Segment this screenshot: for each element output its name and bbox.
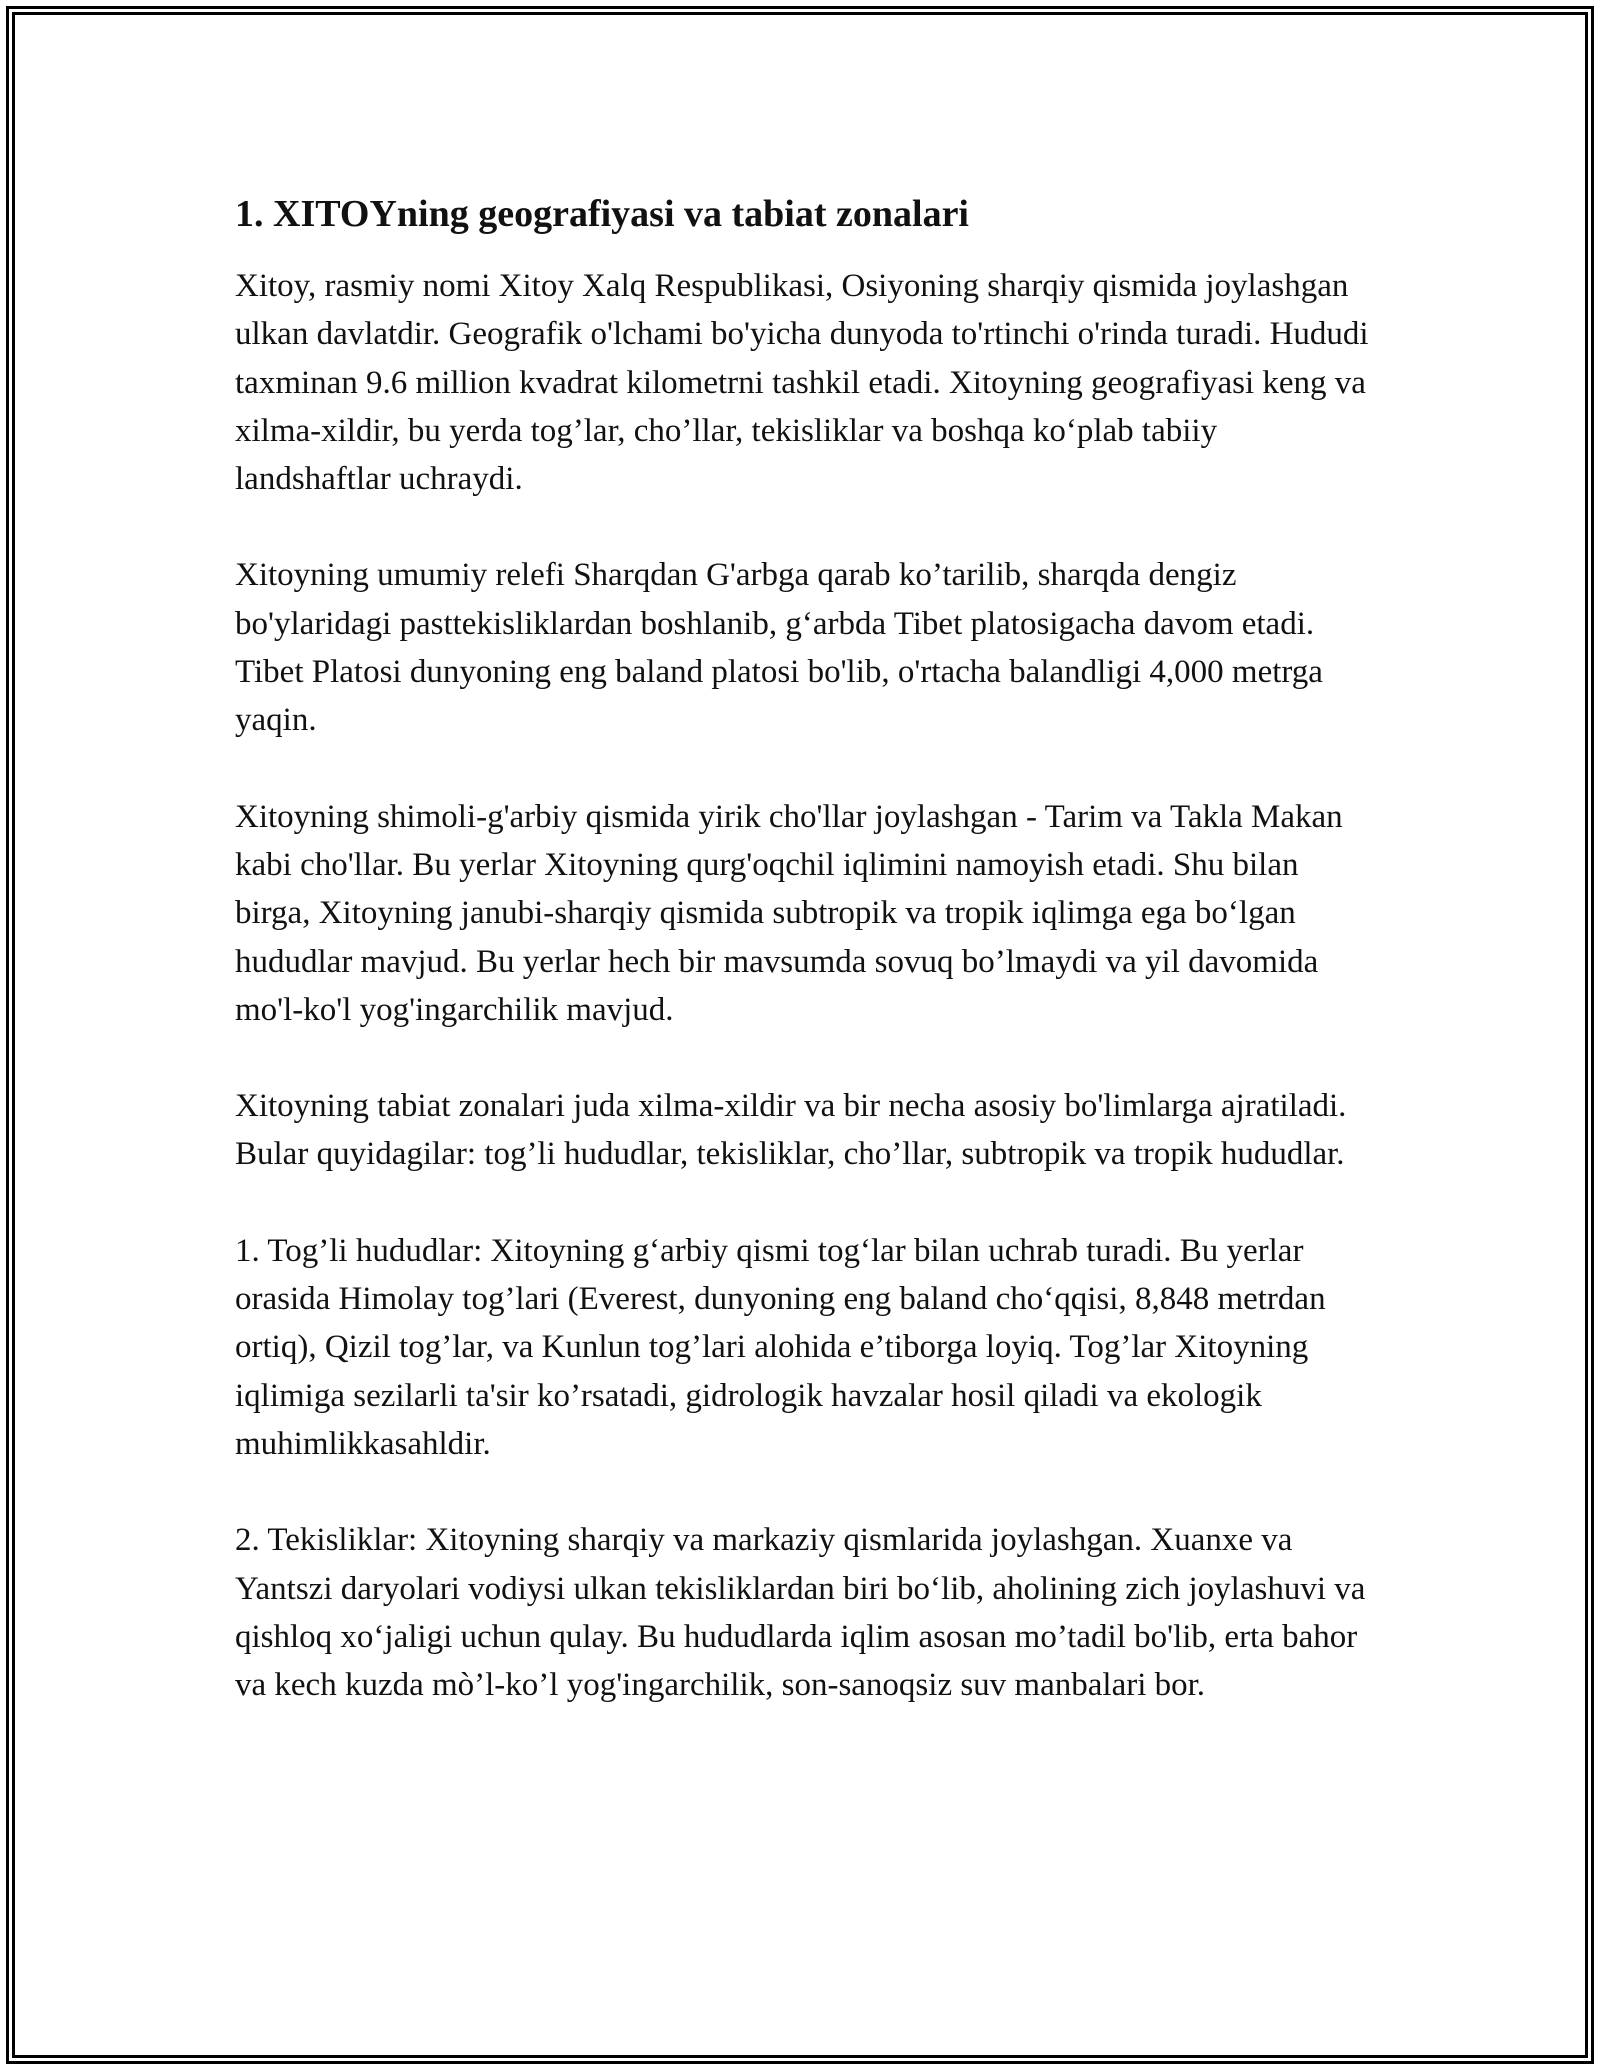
paragraph-natural-zones: Xitoyning tabiat zonalari juda xilma-xildir va bir necha asosiy bo'limlarga ajratiladi. Bular quyidagilar: tog’li hududlar, tekisliklar, cho’llar, subtropik va tropik hududlar. [235, 1088, 1347, 1173]
paragraph-deserts: Xitoyning shimoli-g'arbiy qismida yirik cho'llar joylashgan - Tarim va Takla Makan kabi cho'llar. Bu yerlar Xitoyning qurg'oqchil iqlimini namoyish etadi. Shu bilan birga, Xitoyning janubi-sharqiy qismida subtropik va tropik iqlimga ega bo‘lgan hududlar mavjud. Bu yerlar hech bir mavsumda sovuq bo’lmaydi va yil davomida mo'l-ko'l yog'ingarchilik mavjud. [235, 798, 1343, 1028]
paragraph-mountain-regions: 1. Tog’li hududlar: Xitoyning g‘arbiy qismi tog‘lar bilan uchrab turadi. Bu yerlar orasida Himolay tog’lari (Everest, dunyoning eng baland cho‘qqisi, 8,848 metrdan ortiq), Qizil tog’lar, va Kunlun tog’lari alohida e’tiborga loyiq. Tog’lar Xitoyning iqlimiga sezilarli ta'sir ko’rsatadi, gidrologik havzalar hosil qiladi va ekologik muhimlikkasahldir. [235, 1232, 1326, 1462]
paragraph-intro: Xitoy, rasmiy nomi Xitoy Xalq Respublikasi, Osiyoning sharqiy qismida joylashgan ulkan davlatdir. Geografik o'lchami bo'yicha dunyoda to'rtinchi o'rinda turadi. Hududi taxminan 9.6 million kvadrat kilometrni tashkil etadi. Xitoyning geografiyasi keng va xilma-xildir, bu yerda tog’lar, cho’llar, tekisliklar va boshqa ko‘plab tabiiy landshaftlar uchraydi. [235, 268, 1369, 498]
document-body [235, 188, 1375, 1757]
section-title: 1. XITOYning geografiyasi va tabiat zonalari [235, 193, 969, 235]
paragraph-relief: Xitoyning umumiy relefi Sharqdan G'arbga qarab ko’tarilib, sharqda dengiz bo'ylaridagi pasttekisliklardan boshlanib, g‘arbda Tibet platosigacha davom etadi. Tibet Platosi dunyoning eng baland platosi bo'lib, o'rtacha balandligi 4,000 metrga yaqin. [235, 557, 1323, 739]
paragraph-plains: 2. Tekisliklar: Xitoyning sharqiy va markaziy qismlarida joylashgan. Xuanxe va Yantszi daryolari vodiysi ulkan tekisliklardan biri bo‘lib, aholining zich joylashuvi va qishloq xo‘jaligi uchun qulay. Bu hududlarda iqlim asosan mo’tadil bo'lib, erta bahor va kech kuzda mò’l-ko’l yog'ingarchilik, son-sanoqsiz suv manbalari bor. [235, 1522, 1366, 1704]
